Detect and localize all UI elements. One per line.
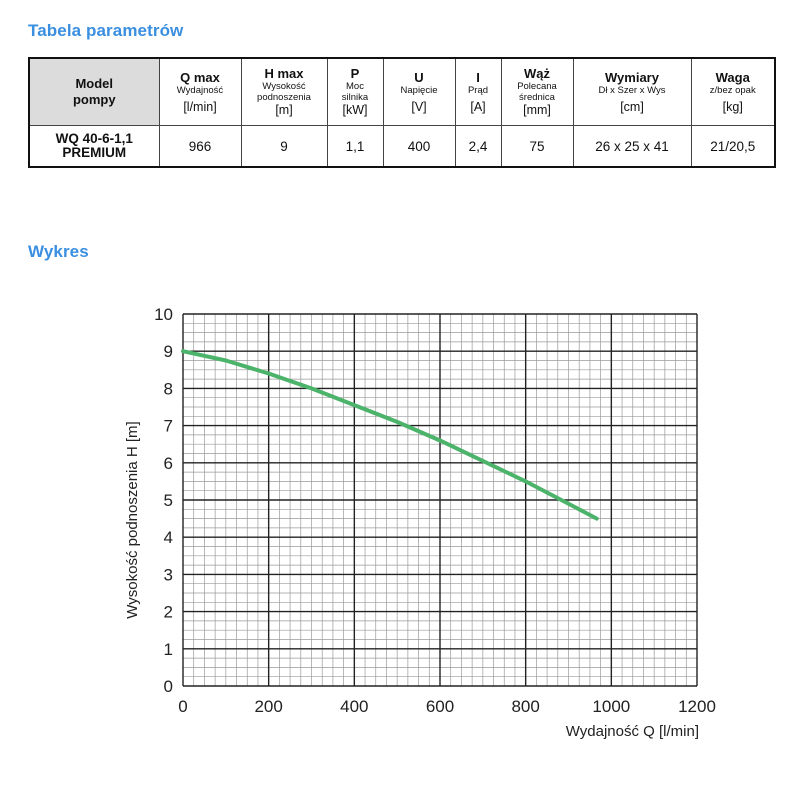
header-cell-hmax bbox=[241, 58, 327, 126]
header-desc: Moc bbox=[346, 81, 364, 92]
model-value-cell bbox=[29, 126, 159, 168]
y-tick-label: 6 bbox=[163, 453, 173, 473]
header-desc: Napięcie bbox=[400, 84, 438, 96]
table-header-row bbox=[29, 58, 775, 126]
y-axis-label: Wysokość podnoszenia H [m] bbox=[124, 421, 141, 619]
table-row bbox=[29, 126, 775, 168]
header-desc: Wydajność bbox=[176, 84, 224, 96]
header-unit: [m] bbox=[275, 103, 293, 117]
header-symbol: Waga bbox=[715, 69, 750, 85]
value-current: 2,4 bbox=[455, 126, 501, 168]
y-tick-label: 2 bbox=[163, 602, 173, 622]
y-tick-label: 5 bbox=[163, 491, 173, 510]
x-tick-label: 1200 bbox=[678, 697, 716, 716]
y-tick-label: 3 bbox=[163, 565, 173, 585]
params-section-title: Tabela parametrów bbox=[28, 21, 184, 40]
x-tick-label: 800 bbox=[511, 697, 540, 716]
header-symbol: I bbox=[476, 69, 480, 85]
header-cell-voltage bbox=[383, 58, 455, 126]
chart-section-title: Wykres bbox=[28, 242, 89, 261]
header-symbol: U bbox=[414, 69, 424, 85]
header-cell-qmax bbox=[159, 58, 241, 126]
value-voltage: 400 bbox=[383, 126, 455, 168]
header-cell-weight bbox=[691, 58, 775, 126]
model-header-line1: Model bbox=[75, 76, 114, 91]
header-unit: [V] bbox=[411, 99, 427, 114]
header-symbol: P bbox=[350, 66, 360, 81]
parameters-table bbox=[28, 57, 776, 168]
value-dimensions: 26 x 25 x 41 bbox=[573, 126, 691, 168]
y-tick-label: 10 bbox=[154, 305, 173, 324]
chart-svg bbox=[0, 290, 800, 750]
value-hose: 75 bbox=[501, 126, 573, 168]
y-tick-label: 0 bbox=[163, 677, 173, 696]
pump-curve-chart bbox=[0, 290, 800, 750]
header-unit: [kg] bbox=[722, 99, 743, 114]
model-header-line2: pompy bbox=[72, 92, 116, 107]
y-tick-label: 4 bbox=[163, 528, 173, 548]
header-unit: [mm] bbox=[523, 103, 551, 117]
x-tick-labels bbox=[178, 697, 716, 716]
y-tick-label: 7 bbox=[163, 416, 173, 436]
model-header-cell bbox=[29, 58, 159, 126]
header-desc: Polecana bbox=[517, 81, 557, 92]
header-unit: [cm] bbox=[620, 99, 644, 114]
x-tick-label: 200 bbox=[254, 697, 283, 716]
model-name-line2: PREMIUM bbox=[62, 145, 127, 160]
header-cell-dimensions bbox=[573, 58, 691, 126]
header-cell-current bbox=[455, 58, 501, 126]
value-power: 1,1 bbox=[327, 126, 383, 168]
header-desc: Dł x Szer x Wys bbox=[598, 84, 666, 96]
header-symbol: H max bbox=[264, 66, 304, 81]
x-tick-label: 400 bbox=[340, 697, 369, 716]
y-tick-labels bbox=[154, 305, 173, 696]
header-desc: Prąd bbox=[467, 84, 489, 96]
header-symbol: Q max bbox=[180, 69, 220, 85]
x-tick-label: 600 bbox=[425, 697, 455, 716]
value-hmax: 9 bbox=[241, 126, 327, 168]
header-unit: [A] bbox=[470, 99, 486, 114]
x-axis-label: Wydajność Q [l/min] bbox=[565, 723, 699, 740]
header-symbol: Wąż bbox=[524, 66, 550, 81]
y-tick-label: 1 bbox=[163, 639, 173, 659]
x-tick-label: 1000 bbox=[592, 697, 631, 716]
header-cell-hose bbox=[501, 58, 573, 126]
header-cell-power bbox=[327, 58, 383, 126]
y-tick-label: 8 bbox=[163, 379, 173, 399]
x-tick-label: 0 bbox=[178, 697, 188, 716]
y-tick-label: 9 bbox=[163, 342, 173, 362]
header-desc: średnica bbox=[519, 92, 555, 103]
header-unit: [kW] bbox=[342, 103, 368, 117]
value-weight: 21/20,5 bbox=[691, 126, 775, 168]
header-desc: podnoszenia bbox=[257, 92, 311, 103]
header-unit: [l/min] bbox=[183, 99, 217, 114]
value-qmax: 966 bbox=[159, 126, 241, 168]
header-desc: Wysokość bbox=[262, 81, 306, 92]
header-desc: silnika bbox=[341, 92, 369, 103]
model-name-line1: WQ 40-6-1,1 bbox=[55, 131, 133, 146]
header-symbol: Wymiary bbox=[605, 69, 659, 85]
header-desc: z/bez opak bbox=[709, 84, 756, 96]
